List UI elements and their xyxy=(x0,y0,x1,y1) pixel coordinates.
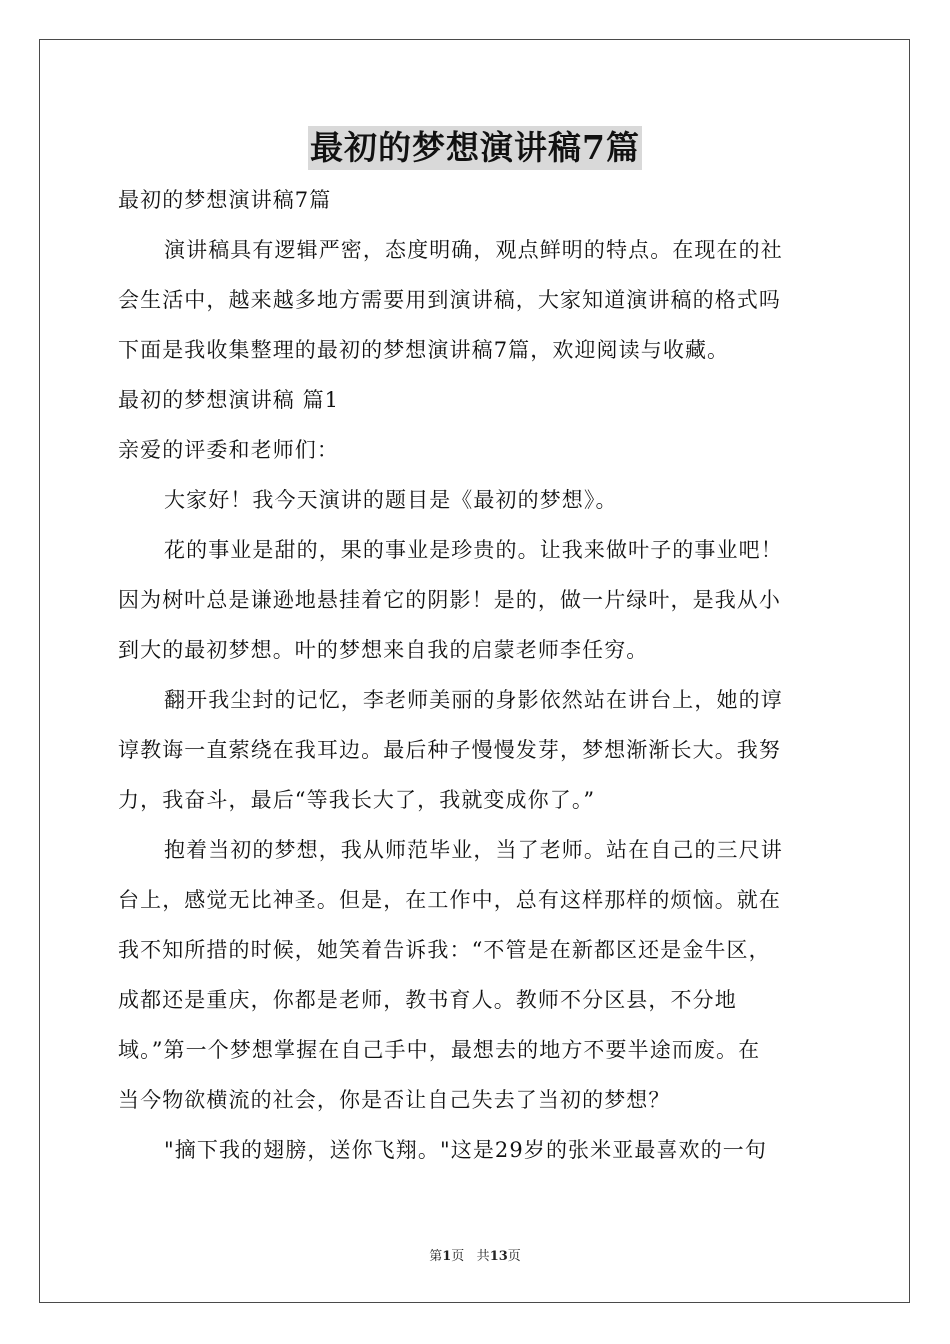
text-line: 力，我奋斗，最后“等我长大了，我就变成你了。” xyxy=(118,788,596,812)
total-prefix: 共 xyxy=(476,1249,490,1264)
text-line: 最初的梦想演讲稿7篇 xyxy=(118,188,332,212)
text-line: 到大的最初梦想。叶的梦想来自我的启蒙老师李任穷。 xyxy=(118,638,649,662)
text-line: "摘下我的翅膀，送你飞翔。"这是29岁的张米亚最喜欢的一句 xyxy=(164,1138,767,1162)
total-suffix: 页 xyxy=(507,1249,521,1264)
text-line: 因为树叶总是谦逊地悬挂着它的阴影！是的，做一片绿叶，是我从小 xyxy=(118,588,781,612)
total-pages: 13 xyxy=(489,1249,508,1264)
text-line: 抱着当初的梦想，我从师范毕业，当了老师。站在自己的三尺讲 xyxy=(164,838,783,862)
page-number: 1 xyxy=(442,1249,452,1264)
text-line: 花的事业是甜的，果的事业是珍贵的。让我来做叶子的事业吧！ xyxy=(164,538,783,562)
text-line: 最初的梦想演讲稿 篇1 xyxy=(118,388,340,412)
text-line: 翻开我尘封的记忆，李老师美丽的身影依然站在讲台上，她的谆 xyxy=(164,688,783,712)
text-line: 域。”第一个梦想掌握在自己手中，最想去的地方不要半途而废。在 xyxy=(118,1038,761,1062)
page-prefix: 第 xyxy=(429,1249,443,1264)
text-line: 谆教诲一直萦绕在我耳边。最后种子慢慢发芽，梦想渐渐长大。我努 xyxy=(118,738,781,762)
text-line: 大家好！我今天演讲的题目是《最初的梦想》。 xyxy=(164,488,618,512)
title-wrap xyxy=(0,126,950,170)
text-line: 成都还是重庆，你都是老师，教书育人。教师不分区县，不分地 xyxy=(118,988,737,1012)
text-line: 下面是我收集整理的最初的梦想演讲稿7篇，欢迎阅读与收藏。 xyxy=(118,338,730,362)
text-line: 我不知所措的时候，她笑着告诉我：“不管是在新都区还是金牛区， xyxy=(118,938,771,962)
document-title: 最初的梦想演讲稿7篇 xyxy=(308,126,642,170)
page-footer xyxy=(0,1245,950,1264)
text-line: 演讲稿具有逻辑严密，态度明确，观点鲜明的特点。在现在的社 xyxy=(164,238,783,262)
body-text xyxy=(118,178,834,1178)
text-line: 台上，感觉无比神圣。但是，在工作中，总有这样那样的烦恼。就在 xyxy=(118,888,781,912)
text-line: 亲爱的评委和老师们： xyxy=(118,438,339,462)
text-line: 会生活中，越来越多地方需要用到演讲稿，大家知道演讲稿的格式吗 xyxy=(118,288,781,312)
text-line: 当今物欲横流的社会，你是否让自己失去了当初的梦想？ xyxy=(118,1088,671,1112)
page-suffix: 页 xyxy=(451,1249,465,1264)
